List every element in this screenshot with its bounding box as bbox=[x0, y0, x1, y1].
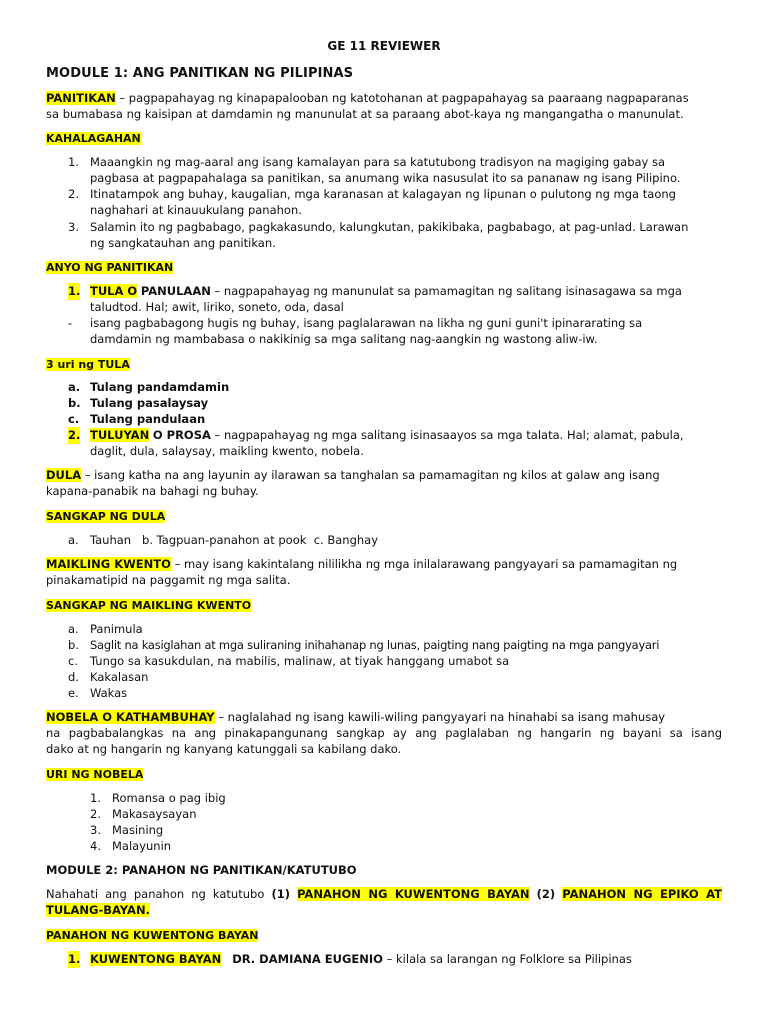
uri-tula-item-c bbox=[68, 411, 722, 428]
intro-lead: Nahahati ang panahon ng katutubo bbox=[46, 887, 265, 901]
kahalagahan-item-3 bbox=[68, 219, 722, 252]
module2-intro-line1 bbox=[46, 886, 722, 903]
panitikan-definition bbox=[46, 90, 722, 107]
list-letter: e. bbox=[68, 686, 79, 700]
kuwentong-bayan-rest: – kilala sa larangan ng Folklore sa Pilipinas bbox=[386, 952, 632, 966]
intro-period-2: PANAHON NG EPIKO AT bbox=[562, 887, 722, 901]
tula-def: – nagpapahayag ng manunulat sa pamamagitan ng salitang isinasagawa sa mga bbox=[214, 284, 682, 298]
list-item-line: Salamin ito ng pagbabago, pagkakasundo, kalungkutan, pakikibaka, pagbabago, at pag-unlad. Larawan bbox=[90, 220, 689, 234]
dula-line1: – isang katha na ang layunin ay ilarawan sa tanghalan sa pamamagitan ng kilos at galaw ang isang bbox=[84, 468, 660, 482]
list-number: 1. bbox=[90, 791, 101, 805]
tuluyan-line1 bbox=[90, 427, 722, 444]
sangkap-kwento-item-e bbox=[68, 685, 722, 702]
uri-nobela-item-2 bbox=[90, 806, 722, 823]
list-item-text: Tauhan b. Tagpuan-panahon at pook c. Banghay bbox=[90, 533, 379, 547]
nobela-line1: – naglalahad ng isang kawili-wiling pangyayari na hinahabi sa isang mahusay bbox=[218, 710, 666, 724]
list-item-text: Saglit na kasiglahan at mga suliraning inihahanap ng lunas, paigting nang paigting na mga pangyayari bbox=[90, 638, 660, 652]
maikling-kwento-line1: – may isang kakintalang nililikha ng mga inilalarawang pangyayari sa pamamagitan ng bbox=[174, 557, 678, 571]
panitikan-term: PANITIKAN bbox=[46, 91, 116, 105]
dash-bullet: - bbox=[68, 316, 73, 330]
list-item-text: Masining bbox=[112, 823, 164, 837]
list-item-text: Panimula bbox=[90, 622, 143, 636]
list-letter: b. bbox=[68, 396, 81, 410]
intro-period-2-cont: TULANG-BAYAN. bbox=[46, 903, 150, 917]
kahalagahan-label-text: KAHALAGAHAN bbox=[46, 132, 141, 145]
kuwentong-bayan-label-text: PANAHON NG KUWENTONG BAYAN bbox=[46, 929, 259, 942]
list-item-line: Maaangkin ng mag-aaral ang isang kamalayan para sa katutubong tradisyon na magiging gabay sa bbox=[90, 155, 666, 169]
uri-tula-item-b bbox=[68, 395, 722, 412]
list-item-line: naghahari at kinauukulang panahon. bbox=[90, 203, 302, 217]
list-number: 1. bbox=[68, 155, 79, 169]
list-letter: c. bbox=[68, 654, 78, 668]
list-letter: c. bbox=[68, 412, 80, 426]
panitikan-def-line1: – pagpapahayag ng kinapapalooban ng katotohanan at pagpapahayag sa paaraang nagpaparanas bbox=[119, 91, 689, 105]
uri-nobela-item-4 bbox=[90, 838, 722, 855]
maikling-kwento-line2: pinakamatipid na paggamit ng mga salita. bbox=[46, 573, 291, 587]
uri-nobela-item-3 bbox=[90, 822, 722, 839]
kahalagahan-item-1 bbox=[68, 154, 722, 187]
tuluyan-def: – nagpapahayag ng mga salitang isinasaayos sa mga talata. Hal; alamat, pabula, bbox=[214, 428, 684, 442]
kahalagahan-label bbox=[46, 130, 722, 148]
anyo-label-text: ANYO NG PANITIKAN bbox=[46, 261, 174, 274]
sangkap-kwento-label-text: SANGKAP NG MAIKLING KWENTO bbox=[46, 599, 252, 612]
dash-item-line: damdamin ng mambabasa o nakikinig sa mga salitang nag-aangkin ng wastong aliw-iw. bbox=[90, 332, 598, 346]
kuwentong-bayan-item bbox=[68, 951, 722, 968]
sangkap-kwento-label bbox=[46, 597, 722, 615]
maikling-kwento-term: MAIKLING KWENTO bbox=[46, 557, 171, 571]
sangkap-dula-item bbox=[68, 532, 722, 549]
list-number: 1. bbox=[68, 284, 81, 298]
tuluyan-term: TULUYAN bbox=[90, 428, 150, 442]
list-item-line: pagbasa at pagpapahalaga sa panitikan, sa anumang wika nasusulat ito sa pananaw ng isang Pilipino. bbox=[90, 171, 681, 185]
kuwentong-bayan-line bbox=[90, 951, 722, 968]
tula-dash-item bbox=[68, 315, 722, 348]
tula-line1 bbox=[90, 283, 722, 300]
list-item-line: Itinatampok ang buhay, kaugalian, mga karanasan at kalagayan ng lipunan o pulutong ng mga taong bbox=[90, 187, 676, 201]
list-letter: d. bbox=[68, 670, 79, 684]
kuwentong-bayan-label bbox=[46, 927, 722, 945]
list-item-line: ng sangkatauhan ang panitikan. bbox=[90, 236, 276, 250]
panitikan-def-line2: sa bumabasa ng kaisipan at damdamin ng manunulat at sa paraang abot-kaya ng mangangatha o manunulat. bbox=[46, 107, 684, 121]
sangkap-kwento-item-a bbox=[68, 621, 722, 638]
uri-tula-item-a bbox=[68, 379, 722, 396]
tula-line2: taludtod. Hal; awit, liriko, soneto, oda, dasal bbox=[90, 300, 344, 314]
uri-tula-label-text: 3 uri ng TULA bbox=[46, 358, 130, 371]
module2-intro-line2 bbox=[46, 902, 722, 919]
list-item-text: Kakalasan bbox=[90, 670, 149, 684]
intro-period-1: PANAHON NG KUWENTONG BAYAN bbox=[297, 887, 530, 901]
list-item-text: Tulang pasalaysay bbox=[90, 396, 209, 410]
tuluyan-line2: daglit, dula, salaysay, maikling kwento, nobela. bbox=[90, 444, 364, 458]
list-letter: a. bbox=[68, 622, 79, 636]
tula-item bbox=[68, 283, 722, 316]
uri-tula-label bbox=[46, 356, 722, 374]
list-item-text: Tulang pandamdamin bbox=[90, 380, 230, 394]
intro-num-1: (1) bbox=[271, 887, 290, 901]
list-item-text: Wakas bbox=[90, 686, 128, 700]
kahalagahan-item-2 bbox=[68, 186, 722, 219]
list-number: 4. bbox=[90, 839, 101, 853]
sangkap-dula-label-text: SANGKAP NG DULA bbox=[46, 510, 166, 523]
list-letter: b. bbox=[68, 638, 79, 652]
list-number: 1. bbox=[68, 952, 81, 966]
list-letter: a. bbox=[68, 533, 79, 547]
dula-line2: kapana-panabik na bahagi ng buhay. bbox=[46, 484, 259, 498]
nobela-definition bbox=[46, 709, 722, 726]
list-number: 3. bbox=[90, 823, 101, 837]
list-number: 2. bbox=[68, 187, 79, 201]
list-item-text: Tulang pandulaan bbox=[90, 412, 206, 426]
uri-nobela-item-1 bbox=[90, 790, 722, 807]
uri-nobela-label bbox=[46, 766, 722, 784]
sangkap-dula-label bbox=[46, 508, 722, 526]
tula-term: TULA O bbox=[90, 284, 138, 298]
dula-term: DULA bbox=[46, 468, 82, 482]
sangkap-kwento-item-c bbox=[68, 653, 722, 670]
maikling-kwento-definition bbox=[46, 556, 722, 573]
list-item-text: Makasaysayan bbox=[112, 807, 197, 821]
tuluyan-item bbox=[68, 427, 722, 460]
kuwentong-bayan-term: KUWENTONG BAYAN bbox=[90, 952, 222, 966]
list-item-text: Tungo sa kasukdulan, na mabilis, malinaw, at tiyak hanggang umabot sa bbox=[90, 654, 510, 668]
list-number: 2. bbox=[90, 807, 101, 821]
dash-item-line: isang pagbabagong hugis ng buhay, isang paglalarawan na likha ng guni guni't ipinararating sa bbox=[90, 316, 643, 330]
intro-num-2: (2) bbox=[536, 887, 556, 901]
tuluyan-term-rest: O PROSA bbox=[152, 428, 211, 442]
kuwentong-bayan-person: DR. DAMIANA EUGENIO bbox=[232, 952, 383, 966]
sangkap-kwento-item-b bbox=[68, 637, 722, 654]
nobela-line3: dako at ng hangarin ng kanyang katunggali sa kabilang dako. bbox=[46, 742, 402, 756]
list-item-text: Romansa o pag ibig bbox=[112, 791, 226, 805]
uri-nobela-label-text: URI NG NOBELA bbox=[46, 768, 144, 781]
list-item-text: Malayunin bbox=[112, 839, 172, 853]
dula-definition bbox=[46, 467, 722, 484]
nobela-line2: na pagbabalangkas na ang pinakapangunang sangkap ay ang paglalaban ng hangarin ng bayani sa isang bbox=[46, 726, 722, 740]
sangkap-kwento-item-d bbox=[68, 669, 722, 686]
module1-heading: MODULE 1: ANG PANITIKAN NG PILIPINAS bbox=[46, 66, 354, 81]
tula-term-rest: PANULAAN bbox=[140, 284, 211, 298]
module2-heading: MODULE 2: PANAHON NG PANITIKAN/KATUTUBO bbox=[46, 863, 357, 877]
nobela-term: NOBELA O KATHAMBUHAY bbox=[46, 710, 215, 724]
document-title: GE 11 REVIEWER bbox=[327, 39, 441, 53]
list-number: 3. bbox=[68, 220, 79, 234]
anyo-label bbox=[46, 259, 722, 277]
list-letter: a. bbox=[68, 380, 81, 394]
list-number: 2. bbox=[68, 428, 81, 442]
